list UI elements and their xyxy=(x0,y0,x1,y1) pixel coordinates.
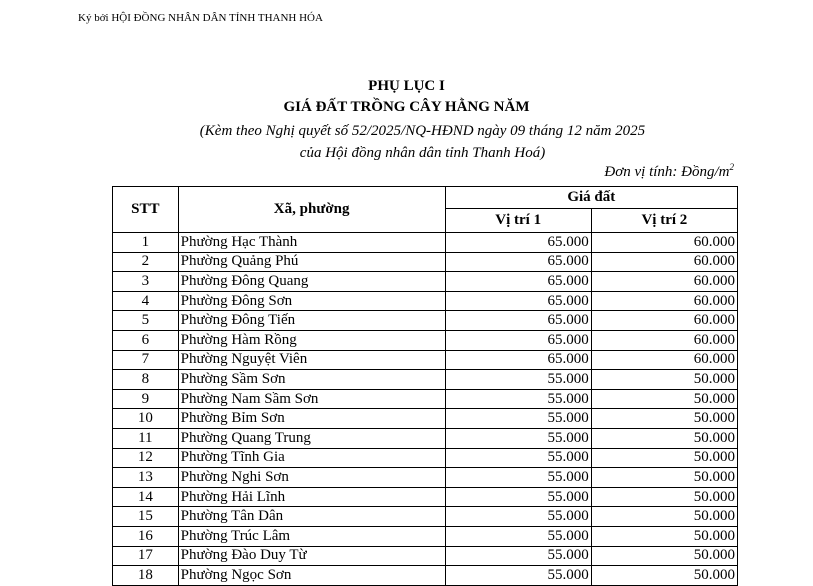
row-name: Phường Đào Duy Từ xyxy=(178,546,445,566)
land-price-table xyxy=(112,186,738,586)
row-stt: 11 xyxy=(113,428,179,448)
unit-superscript: 2 xyxy=(729,162,734,172)
row-position-2: 60.000 xyxy=(591,330,737,350)
row-name: Phường Nguyệt Viên xyxy=(178,350,445,370)
row-stt: 15 xyxy=(113,507,179,527)
row-name: Phường Đông Quang xyxy=(178,272,445,292)
row-position-2: 50.000 xyxy=(591,487,737,507)
row-name: Phường Ngọc Sơn xyxy=(178,566,445,586)
row-stt: 8 xyxy=(113,370,179,390)
row-position-1: 65.000 xyxy=(445,252,591,272)
row-position-2: 60.000 xyxy=(591,252,737,272)
row-position-2: 50.000 xyxy=(591,409,737,429)
row-name: Phường Hạc Thành xyxy=(178,233,445,253)
table-row xyxy=(113,409,738,429)
row-position-1: 65.000 xyxy=(445,311,591,331)
row-stt: 13 xyxy=(113,468,179,488)
row-stt: 14 xyxy=(113,487,179,507)
row-name: Phường Quang Trung xyxy=(178,428,445,448)
row-name: Phường Quảng Phú xyxy=(178,252,445,272)
row-stt: 12 xyxy=(113,448,179,468)
row-stt: 5 xyxy=(113,311,179,331)
header-stt: STT xyxy=(113,187,179,233)
header-price-group: Giá đất xyxy=(445,187,737,209)
row-position-2: 50.000 xyxy=(591,389,737,409)
row-stt: 7 xyxy=(113,350,179,370)
row-name: Phường Đông Sơn xyxy=(178,291,445,311)
row-position-2: 60.000 xyxy=(591,272,737,292)
row-name: Phường Hải Lĩnh xyxy=(178,487,445,507)
row-name: Phường Tĩnh Gia xyxy=(178,448,445,468)
row-stt: 16 xyxy=(113,526,179,546)
row-stt: 1 xyxy=(113,233,179,253)
document-subtitle: GIÁ ĐẤT TRỒNG CÂY HẰNG NĂM xyxy=(283,99,530,115)
table-row xyxy=(113,566,738,586)
table-row xyxy=(113,546,738,566)
row-position-1: 55.000 xyxy=(445,526,591,546)
row-position-2: 50.000 xyxy=(591,507,737,527)
table-row xyxy=(113,272,738,292)
header-name: Xã, phường xyxy=(178,187,445,233)
row-position-1: 55.000 xyxy=(445,566,591,586)
table-row xyxy=(113,291,738,311)
row-name: Phường Nam Sầm Sơn xyxy=(178,389,445,409)
row-position-2: 50.000 xyxy=(591,428,737,448)
table-row xyxy=(113,389,738,409)
row-name: Phường Bỉm Sơn xyxy=(178,409,445,429)
row-position-2: 50.000 xyxy=(591,526,737,546)
row-position-2: 50.000 xyxy=(591,468,737,488)
row-position-1: 65.000 xyxy=(445,350,591,370)
reference-line-1: (Kèm theo Nghị quyết số 52/2025/NQ-HĐND ngày 09 tháng 12 năm 2025 xyxy=(199,123,646,139)
row-position-2: 60.000 xyxy=(591,311,737,331)
row-position-1: 55.000 xyxy=(445,507,591,527)
row-position-2: 50.000 xyxy=(591,370,737,390)
table-row xyxy=(113,468,738,488)
row-position-2: 50.000 xyxy=(591,448,737,468)
row-position-2: 60.000 xyxy=(591,350,737,370)
row-name: Phường Nghi Sơn xyxy=(178,468,445,488)
row-name: Phường Đông Tiến xyxy=(178,311,445,331)
row-stt: 6 xyxy=(113,330,179,350)
table-row xyxy=(113,428,738,448)
table-row xyxy=(113,311,738,331)
row-position-1: 55.000 xyxy=(445,487,591,507)
table-row xyxy=(113,487,738,507)
row-position-1: 55.000 xyxy=(445,428,591,448)
row-name: Phường Trúc Lâm xyxy=(178,526,445,546)
row-position-1: 55.000 xyxy=(445,409,591,429)
header-position-2: Vị trí 2 xyxy=(591,209,737,233)
row-name: Phường Tân Dân xyxy=(178,507,445,527)
table-row xyxy=(113,370,738,390)
row-stt: 4 xyxy=(113,291,179,311)
row-position-2: 50.000 xyxy=(591,566,737,586)
row-position-2: 60.000 xyxy=(591,291,737,311)
row-stt: 3 xyxy=(113,272,179,292)
table-row xyxy=(113,252,738,272)
row-stt: 2 xyxy=(113,252,179,272)
row-position-1: 55.000 xyxy=(445,389,591,409)
row-position-2: 60.000 xyxy=(591,233,737,253)
table-row xyxy=(113,350,738,370)
signature-notice: Ký bởi HỘI ĐỒNG NHÂN DÂN TỈNH THANH HÓA xyxy=(78,12,323,24)
row-position-1: 65.000 xyxy=(445,330,591,350)
row-position-1: 55.000 xyxy=(445,468,591,488)
row-position-1: 55.000 xyxy=(445,448,591,468)
row-name: Phường Hàm Rồng xyxy=(178,330,445,350)
row-name: Phường Sầm Sơn xyxy=(178,370,445,390)
row-position-1: 65.000 xyxy=(445,291,591,311)
row-position-1: 65.000 xyxy=(445,233,591,253)
table-row xyxy=(113,507,738,527)
table-row xyxy=(113,233,738,253)
row-position-1: 65.000 xyxy=(445,272,591,292)
row-stt: 17 xyxy=(113,546,179,566)
reference-line-2: của Hội đồng nhân dân tỉnh Thanh Hoá) xyxy=(299,145,546,161)
table-row xyxy=(113,448,738,468)
row-position-1: 55.000 xyxy=(445,370,591,390)
document-title: PHỤ LỤC I xyxy=(368,78,445,94)
row-stt: 18 xyxy=(113,566,179,586)
table-body xyxy=(113,233,738,586)
table-row xyxy=(113,526,738,546)
row-position-1: 55.000 xyxy=(445,546,591,566)
row-stt: 10 xyxy=(113,409,179,429)
row-position-2: 50.000 xyxy=(591,546,737,566)
table-row xyxy=(113,330,738,350)
header-position-1: Vị trí 1 xyxy=(445,209,591,233)
unit-label: Đơn vị tính: Đồng/$m^2$ xyxy=(604,162,734,180)
row-stt: 9 xyxy=(113,389,179,409)
